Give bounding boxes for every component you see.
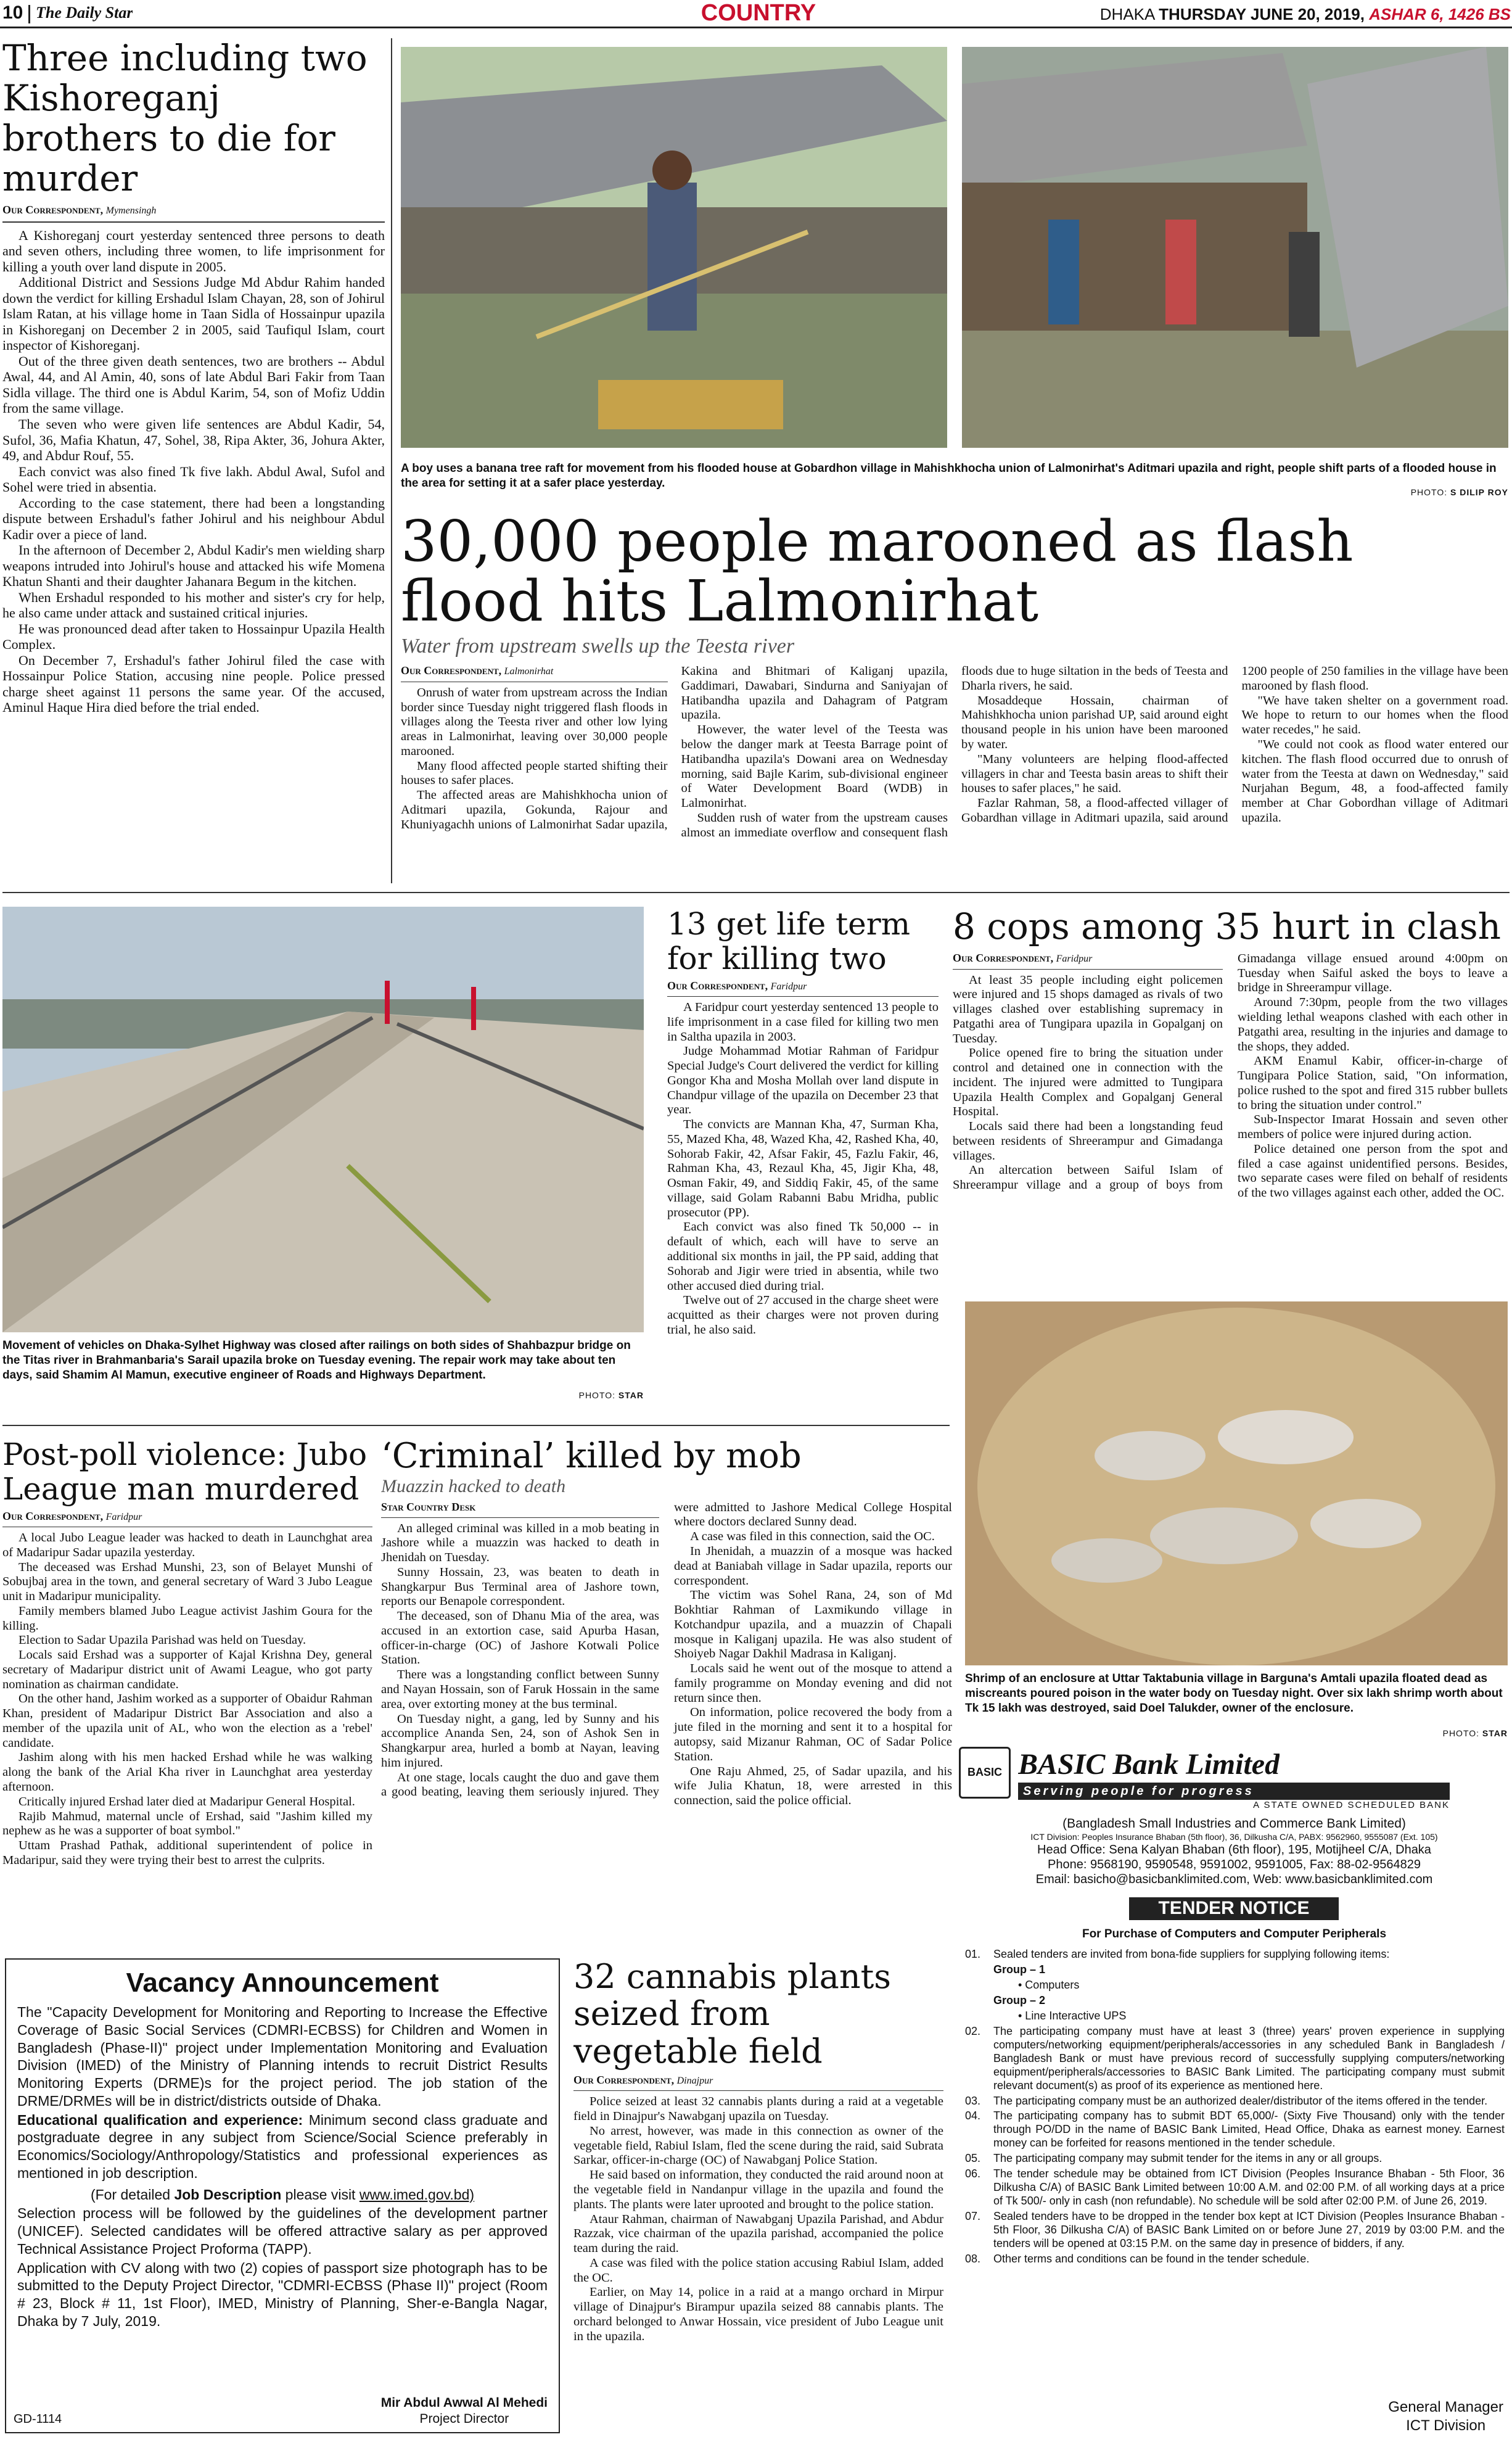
tender-item [965, 2253, 1505, 2266]
bank-tagline: Serving people for progress [1018, 1783, 1450, 1800]
ad-detail-link-line: (For detailed Job Description please visit www.imed.gov.bd) [90, 2186, 475, 2203]
story-flood [401, 512, 1508, 882]
tender-item [965, 1963, 1505, 1977]
horizontal-rule [2, 1425, 950, 1426]
ad-selection: Selection process will be followed by the guidelines of the development partner (UNICEF). Selected candidates will be offered attractive salary as per approved Technical Assistance Project Proforma (TAPP). [17, 2205, 548, 2257]
article-body: Star Country Desk An alleged criminal was killed in a mob beating in Jashore while a muazzin was hacked to death in Jhenidah on Tuesday. Sunny Hossain, 23, was beaten to death in Shangkarpur Bus Terminal area of Jashore town, reports our Benapole correspondent. The deceased, son of Dhanu Mia of the area, was accused in an extortion case, said Apurba Hasan, officer-in-charge (OC) of Jashore Kotwali Police Station. There was a longstanding conflict between Sunny and Nayan Hossain, son of Faruk Hossain in the same area, over extorting money at the bus terminal. On Tuesday night, a gang, led by Sunny and his accomplice Ananda Sen, 24, son of Ashok Sen in Shangkarpur area, hurled a bomb at Nayan, leaving him injured. At one stage, locals caught the duo and gave them a good beating, leaving them seriously injured. They were admitted to Jashore Medical College Hospital where doctors declared Sunny dead. A case was filed in this connection, said the OC. In Jhenidah, a muazzin of a mosque was hacked dead at Baniabah village in Sadar upazila, reports our correspondent. The victim was Sohel Rana, 24, son of Md Bokhtiar Rahman of Laxmikundo village in Kotchandpur upazila, and a muazzin of Chapali mosque in Kaliganj upazila. He was also student of Shoiyeb Nagar Dakhil Madrasa in Kaliganj. Locals said he went out of the mosque to attend a family programme on Monday evening and did not return since then. On information, police recovered the body from a jute filed in the morning and sent it to a hospital for autopsy, said Mizanur Rahman, OC of Sadar Police Station. One Raju Ahmed, 25, of Sadar upazila, and his wife Julia Khatun, 18, were arrested in this connection, said the police official. [381, 1500, 952, 1808]
byline: Star Country Desk [381, 1500, 476, 1513]
issue-date [962, 5, 1511, 24]
story-cops-clash [953, 907, 1508, 1283]
divider [667, 996, 939, 997]
subhead: Water from upstream swells up the Teesta river [401, 635, 795, 658]
headline: 8 cops among 35 hurt in clash [953, 907, 1501, 947]
tender-notice-subtitle: For Purchase of Computers and Computer Peripherals [1082, 1928, 1387, 1940]
divider [953, 969, 1223, 970]
tender-item-number: 08. [965, 2253, 981, 2266]
issue-bangla-date: ASHAR 6, 1426 BS [1369, 5, 1511, 23]
headline: 30,000 people marooned as flash flood hits Lalmonirhat [401, 512, 1354, 634]
tender-item-text: Group – 1 [993, 1963, 1046, 1976]
ad-code: GD-1114 [14, 2412, 62, 2426]
bridge-photo-caption: Movement of vehicles on Dhaka-Sylhet Highway was closed after railings on both sides of Shahbazpur bridge on the Titas river in Brahmanbaria's Sarail upazila broke on Tuesday evening. The repair work may take about ten days, said Shamim Al Mamun, executive engineer of Roads and Highways Department. [2, 1339, 631, 1382]
story-cannabis [573, 1958, 943, 2433]
tender-item [965, 2109, 1505, 2150]
tender-item [965, 2025, 1505, 2093]
byline: Our Correspondent, Dinajpur [573, 2074, 713, 2087]
bridge-photo [2, 907, 644, 1332]
page-header [0, 0, 1512, 28]
headline: Three including two Kishoreganj brothers to die for murder [2, 38, 368, 199]
subhead: Muazzin hacked to death [381, 1475, 566, 1496]
tender-item-text: The participating company must have at least 3 (three) years' proven experience in supplying computers/networking equipment/peripherals/accessories in any scheduled Bank in Bangladesh / Bangladesh Bank or must have previous record of successfully supplying computers/networking equipment/peripherals/accessories to BASIC Bank Limited. The participating company must submit relevant document(s) as proof of its experience as mentioned here. [993, 2024, 1505, 2092]
tender-item [965, 1948, 1505, 1961]
ad-signatory: Mir Abdul Awwal Al Mehedi Project Director [380, 2395, 548, 2426]
headline: 13 get life term for killing two [667, 907, 911, 976]
ad-title: Vacancy Announcement [126, 1968, 439, 1998]
bank-head-office: Head Office: Sena Kalyan Bhaban (6th floor), 195, Motijheel C/A, Dhaka [1037, 1842, 1431, 1857]
article-body: A local Jubo League leader was hacked to death in Launchghat area of Madaripur Sadar upazila yesterday. The deceased was Ershad Munshi, 23, son of Belayet Munshi of Sobujbaj area in the town, and general secretary of Ward 3 Jubo League unit in Madaripur municipality. Family members blamed Jubo League activist Jashim Goura for the killing. Election to Sadar Upazila Parishad was held on Tuesday. Locals said Ershad was a supporter of Kajal Krishna Dey, general secretary of Madaripur district unit of Awami League, who got party nomination as chairman candidate. On the other hand, Jashim worked as a supporter of Obaidur Rahman Khan, president of Madaripur District Bar Association and also a member of the upazila unit of AL, who won the election as a 'rebel' candidate. Jashim along with his men hacked Ershad while he was walking along the bank of the Arial Kha river in Launchghat area yesterday afternoon. Critically injured Ershad later died at Madaripur General Hospital. Rajib Mahmud, maternal uncle of Ershad, said "Jashim killed my nephew as he was a supporter of boat symbol." Uttam Prashad Pathak, additional superintendent of police in Madaripur, said they were trying their best to arrest the culprits. [2, 1531, 372, 1867]
tender-item-number [965, 2010, 993, 2023]
tender-item-number: 07. [965, 2210, 981, 2223]
tender-item-text: The participating company must be an authorized dealer/distributor of the items offered in the tender. [993, 2094, 1488, 2107]
tender-item-text: The tender schedule may be obtained from ICT Division (Peoples Insurance Bhaban - 5th Floor, 36 Dilkusha C/A) of BASIC Bank Limited between 10:00 A.M. and 02:00 P.M. of all working days at a price of Tk 500/- only in cash (non refundable). No schedule will be sold after 02:00 P.M. of June 26, 2019. [993, 2167, 1505, 2208]
article-body: A Kishoreganj court yesterday sentenced three persons to death and seven others, including three women, to life imprisonment for killing a youth over land dispute in 2005. Additional District and Sessions Judge Md Abdur Rahim handed down the verdict for killing Ershadul Islam Chayan, 28, son of Johirul Islam Ratan, at his village home in Taan Sidla of Hossainpur upazila in Kishoreganj on December 2 in 2005, said Taufiqul Islam, court inspector of Kishoreganj. Out of the three given death sentences, two are brothers -- Abdul Awal, 44, and Al Amin, 40, sons of late Abdul Bari Fakir from Taan Sidla village. The third one is Abdul Karim, 54, son of Mofiz Uddin from the same village. The seven who were given life sentences are Abdul Kadir, 54, Sufol, 36, Mafia Khatun, 47, Sohel, 38, Ripa Akter, 36, Johura Akter, 49, and Abdur Rouf, 55. Each convict was also fined Tk five lakh. Abdul Awal, Sufol and Sohel were tried in absentia. According to the case statement, there had been a longstanding dispute between Ershadul's father Johirul and his neighbour Abdul Kadir over a piece of land. In the afternoon of December 2, Abdul Kadir's men wielding sharp weapons intruded into Johirul's house and attacked his wife Momena Khatun Shanti and their daughter Jahanara Begum in the kitchen. When Ershadul responded to his mother and sister's cry for help, he also came under attack and sustained critical injuries. He was pronounced dead after taken to Hossainpur Upazila Health Complex. On December 7, Ershadul's father Johirul filed the case with Hossainpur Police Station, accusing nine people. Police pressed charge sheet against 11 persons the same year. Of the accused, Aminul Haque Hira died before the trial ended. [2, 227, 385, 715]
ad-qualification: Educational qualification and experience: Minimum second class graduate and postgraduate degree in any subject from Science/Social Science preferably in Economics/Sociology/Anthropology/Statistics and professional experiences as mentioned in job description. [17, 2111, 548, 2181]
bank-phone: Phone: 9568190, 9590548, 9591002, 9591005, Fax: 88-02-9564829 [1048, 1858, 1421, 1872]
tender-item-text: Group – 2 [993, 1994, 1046, 2006]
story-kishoreganj [2, 38, 385, 886]
byline: Our Correspondent, Faridpur [953, 951, 1093, 964]
flood-raft-image [401, 47, 947, 448]
basic-logo-text: BASIC [967, 1766, 1002, 1778]
divider [381, 1517, 659, 1518]
tender-item-number: 05. [965, 2152, 981, 2165]
tender-item-text: Sealed tenders are invited from bona-fide suppliers for supplying following items: [993, 1948, 1390, 1960]
tender-item-text: • Line Interactive UPS [1018, 2009, 1127, 2022]
tender-item [965, 2210, 1505, 2251]
tender-item [965, 2010, 1505, 2023]
imed-website-link[interactable]: www.imed.gov.bd) [359, 2186, 475, 2203]
paper-name: The Daily Star [36, 4, 133, 22]
bank-full-name: (Bangladesh Small Industries and Commerce Bank Limited) [1062, 1816, 1406, 1831]
tender-item-text: • Computers [1018, 1978, 1080, 1991]
shrimp-photo [965, 1301, 1508, 1665]
vacancy-announcement-ad [5, 1958, 560, 2433]
article-body: Police seized at least 32 cannabis plants during a raid at a vegetable field in Dinajpur's Nawabganj upazila on Tuesday. No arrest, however, was made in this connection as owner of the vegetable field, Rabiul Islam, fled the scene during the raid, said Subrata Sarkar, officer-in-charge (OC) of Nawabganj Police Station. He said based on information, they conducted the raid around noon at the vegetable field in Nandanpur village in the upazila and found the plants. The plants were later uprooted and brought to the police station. Ataur Rahman, chairman of Nawabganj Upazila Parishad, and Abdur Razzak, vice chairman of the upazila parishad, accompanied the police team during the raid. A case was filed with the police station accusing Rabiul Islam, added the OC. Earlier, on May 14, police in a raid at a mango orchard in Mirpur village of Dinajpur's Birampur upazila seized 88 cannabis plants. The orchard belonged to Anwar Hossain, vice president of Jubo League unit in the upazila. [573, 2095, 943, 2343]
byline: Our Correspondent, Faridpur [2, 1510, 142, 1522]
tender-item-number: 03. [965, 2094, 981, 2107]
article-body: Our Correspondent, Lalmonirhat Onrush of water from upstream across the Indian border since Tuesday night triggered flash floods in villages along the Teesta river and other low lying areas in Lalmonirhat, leaving over 30,000 people marooned. Many flood affected people started shifting their houses to safer places. The affected areas are Mahishkhocha union of Aditmari upazila, Gokunda, Rajour and Khuniyagachh unions of Lalmonirhat Sadar upazila, Kakina and Bhitmari of Kaliganj upazila, Gaddimari, Dawabari, Sindurna and Saniyajan of Hatibandha upazila and Dahagram of Patgram upazila. However, the water level of the Teesta was below the danger mark at Teesta Barrage point of Hatibandha upazila's Dowani area on Wednesday morning, said Bajle Karim, sub-divisional engineer of Water Development Board (WDB) in Lalmonirhat. Sudden rush of water from the upstream causes almost an immediate overflow and consequent flash floods due to huge siltation in the beds of Teesta and Dharla rivers, he said. Mosaddeque Hossain, chairman of Mahishkhocha union parishad UP, said around eight thousand people in his union have been marooned by water. "Many volunteers are helping flood-affected villagers in char and Teesta basin areas to shift their houses to safer places," he said. Fazlar Rahman, 58, a flood-affected villager of Gobardhan village in Aditmari upazila, said around 1200 people of 250 families in the village have been marooned by flash flood. "We have taken shelter on a government road. We hope to return to our homes when the flood water recedes," he said. "We could not cook as flood water entered our kitchen. The flash flood occurred due to onrush of water from the Teesta at dawn on Wednesday," said Nurjahan Begum, 48, a food-affected family member at Char Gobordhan village of Aditmari upazila. [401, 664, 1508, 839]
byline: Our Correspondent, Lalmonirhat [401, 664, 554, 677]
bank-name: BASIC Bank Limited [1018, 1748, 1280, 1781]
article-body: Our Correspondent, Faridpur At least 35 people including eight policemen were injured and 15 shops damaged as rivals of two villages clashed over establishing supremacy in Patgathi area of Tungipara upazila in Gopalganj on Tuesday. Police opened fire to bring the situation under control and detained one in connection with the incident. The injured were admitted to Tungipara Upazila Health Complex and Gopalganj General Hospital. Locals said there had been a longstanding feud between residents of Shreerampur and Gimadanga villages. An altercation between Saiful Islam of Shreerampur village and a group of boys from Gimadanga village ensued around 4:00pm on Tuesday when Saiful asked the boys to leave a bridge in Shreerampur village. Around 7:30pm, people from the two villages wielding lethal weapons clashed with each other in Patgathi area, resulting in the injuries and damage to the shops, they added. AKM Enamul Kabir, officer-in-charge of Tungipara Police Station, said, "On information, police rushed to the spot and fired 315 rubber bullets to bring the situation under control." Sub-Inspector Imarat Hossain and seven other members of police were injured during action. Police detained one person from the spot and filed a case against unidentified persons. Besides, two separate cases were filed on behalf of residents of the two villages against each other, added the OC. [953, 951, 1508, 1200]
page-number: 10 [2, 2, 23, 23]
byline: Our Correspondent, Mymensingh [2, 203, 157, 216]
shrimp-photo-credit: PHOTO: STAR [1442, 1728, 1508, 1738]
ad-application: Application with CV along with two (2) copies of passport size photograph has to be submitted to the Deputy Project Director, "CDMRI-ECBSS (Phase II)" project (Room # 23, Block # 11, 1st Floor), IMED, Ministry of Planning, Sher-e-Bangla Nagar, Dhaka by 7 July, 2019. [17, 2259, 548, 2329]
tender-item-text: Sealed tenders have to be dropped in the tender box kept at ICT Division (Peoples Insurance Bhaban - 5th Floor, 36 Dilkusha C/A) of BASIC Bank Limited on or before June 27, 2019 by 03:00 P.M. and the tenders will be opened at 03:15 P.M. on the same day in presence of bidders, if any. [993, 2210, 1505, 2250]
tender-item-number [965, 1963, 993, 1977]
bridge-photo-credit: PHOTO: STAR [578, 1390, 644, 1400]
basic-bank-tender-ad [959, 1747, 1510, 2435]
tender-item-number: 04. [965, 2109, 981, 2122]
ad-intro: The "Capacity Development for Monitoring and Reporting to Increase the Effective Coverage of Basic Social Services (CDMRI-ECBSS) for Children and Women in Bangladesh (Phase-II)" project under Implementation Monitoring and Evaluation Division (IMED) of the Ministry of Planning intends to recruit District Results Monitoring Experts (DRME)s for the project period. The job station of the DRME/DRMEs will be in district/districts outside of Dhaka. [17, 2004, 548, 2109]
masthead-divider [28, 5, 30, 23]
tender-item [965, 2152, 1505, 2166]
tender-item-text: Other terms and conditions can be found in the tender schedule. [993, 2253, 1310, 2266]
bank-email: Email: basicho@basicbanklimited.com, Web: www.basicbanklimited.com [1035, 1873, 1433, 1887]
tender-item [965, 2095, 1505, 2108]
byline: Our Correspondent, Faridpur [667, 979, 807, 992]
shrimp-image [965, 1301, 1508, 1665]
story-jubo-league [2, 1437, 372, 1924]
issue-weekday-date: THURSDAY JUNE 20, 2019, [1159, 5, 1365, 23]
article-body: A Faridpur court yesterday sentenced 13 people to life imprisonment in a case filed for killing two men in Saltha upazila in 2003. Judge Mohammad Motiar Rahman of Faridpur Special Judge's Court delivered the verdict for killing Gongor Kha and Mosha Mollah over land dispute in Chandpur village of the upazila on December 23 that year. The convicts are Mannan Kha, 47, Surman Kha, 55, Mazed Kha, 48, Wazed Kha, 42, Rashed Kha, 40, Sohorab Fakir, 42, Afsar Fakir, 45, Fazlu Fakir, 46, Rahman Kha, 43, Rezaul Kha, 45, Jigir Kha, 48, Osman Fakir, 49, and Siddiq Fakir, 45, of the same village, said Golam Rabanni Babu Mridha, public prosecutor (PP). Each convict was also fined Tk 50,000 -- in default of which, each will have to serve an additional six months in jail, the PP said, adding that Sohorab and Jigir were tried in absentia, while two other accused died during trial. Twelve out of 27 accused in the charge sheet were acquitted as their charges were not proven during trial, he also said. [667, 1000, 939, 1337]
tender-item [965, 1994, 1505, 2008]
tender-signatory: General Manager ICT Division [1388, 2399, 1503, 2434]
top-photo-caption: A boy uses a banana tree raft for movement from his flooded house at Gobardhon village in Mahishkhocha union of Lalmonirhat's Aditmari upazila and right, people shift parts of a flooded house in the area for setting it at a safer place yesterday. [401, 462, 1497, 490]
tender-item-text: The participating company has to submit BDT 65,000/- (Sixty Five Thousand) only with the tender through PO/DD in the name of BASIC Bank Limited, Head Office, Dhaka as earnest money. Earnest money can be forfeited for reasons mentioned in the tender schedule. [993, 2109, 1505, 2150]
bank-ict-division: ICT Division: Peoples Insurance Bhaban (5th floor), 36, Dilkusha C/A, PABX: 9562960, 9555087 (Ext. 105) [1030, 1831, 1438, 1842]
house-shift-image [962, 47, 1508, 448]
tender-items-list [965, 1948, 1505, 2355]
tender-item [965, 1979, 1505, 1992]
flood-raft-photo [401, 47, 947, 448]
divider [2, 221, 385, 223]
headline: ‘Criminal’ killed by mob [381, 1437, 802, 1476]
headline: Post-poll violence: Jubo League man murdered [2, 1437, 368, 1507]
story-criminal-killed-by-mob [381, 1437, 952, 1924]
divider [573, 2090, 943, 2091]
tender-item [965, 2167, 1505, 2208]
horizontal-rule [2, 892, 1510, 893]
shrimp-photo-caption: Shrimp of an enclosure at Uttar Taktabunia village in Barguna's Amtali upazila floated dead as miscreants poured poison in the water body on Tuesday night. Over six lakh shrimp worth about Tk 15 lakh was destroyed, said Doel Talukder, owner of the enclosure. [965, 1672, 1503, 1715]
tender-item-text: The participating company may submit tender for the items in any or all groups. [993, 2152, 1383, 2165]
headline: 32 cannabis plants seized from vegetable field [573, 1958, 892, 2071]
tender-item-number: 01. [965, 1948, 981, 1960]
bridge-image [2, 907, 644, 1332]
tender-item-number: 06. [965, 2167, 981, 2180]
house-shift-photo [962, 47, 1508, 448]
tender-notice-title: TENDER NOTICE [1129, 1897, 1339, 1920]
tender-item-number [965, 1994, 993, 2008]
bank-state-owned: A STATE OWNED SCHEDULED BANK [1253, 1800, 1450, 1810]
basic-bank-logo [959, 1747, 1011, 1799]
bank-contacts [959, 1816, 1510, 1887]
column-rule [391, 38, 392, 883]
section-label: COUNTRY [701, 0, 816, 26]
story-faridpur-life-term [667, 907, 939, 1419]
top-photo-credit: PHOTO: S DILIP ROY [1410, 487, 1508, 497]
tender-item-number: 02. [965, 2024, 981, 2037]
tender-item-number [965, 1979, 993, 1992]
issue-city: DHAKA [1099, 5, 1154, 23]
